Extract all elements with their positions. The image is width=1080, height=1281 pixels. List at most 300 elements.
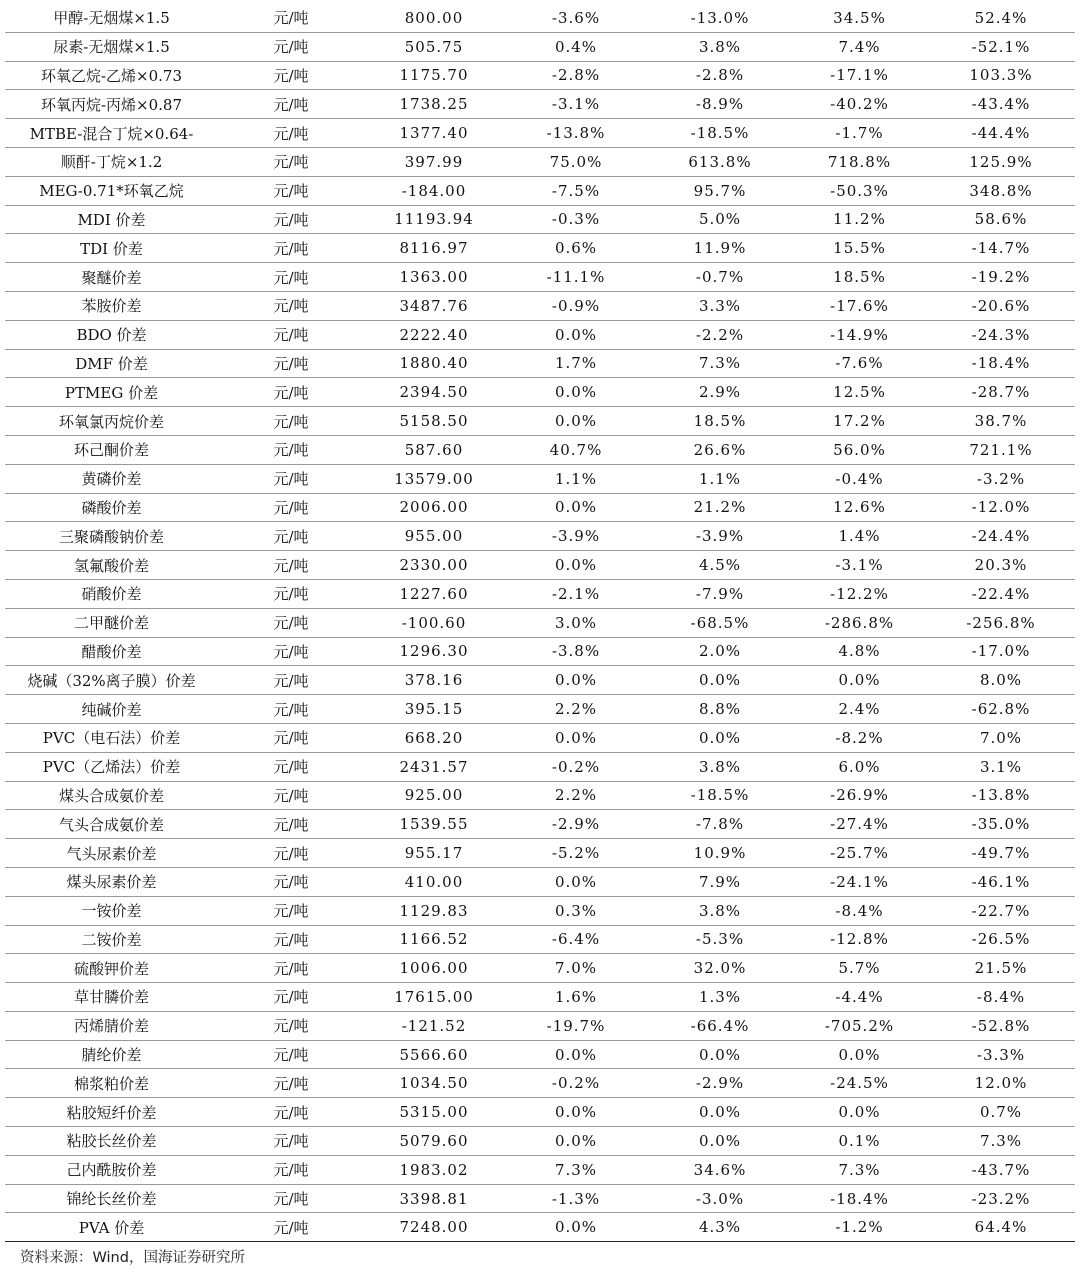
change-cell-4: -23.2% (927, 1184, 1075, 1213)
spread-name-cell: DMF 价差 (5, 349, 218, 378)
change-cell-3: 2.4% (792, 695, 927, 724)
change-cell-3: 0.0% (792, 1040, 927, 1069)
change-cell-4: -46.1% (927, 867, 1075, 896)
change-cell-4: -22.4% (927, 579, 1075, 608)
change-cell-4: -43.4% (927, 90, 1075, 119)
change-cell-3: -12.2% (792, 579, 927, 608)
weekly-change-cell: 1.6% (504, 983, 648, 1012)
value-cell: 505.75 (364, 32, 504, 61)
unit-cell: 元/吨 (218, 205, 364, 234)
unit-cell: 元/吨 (218, 723, 364, 752)
unit-cell: 元/吨 (218, 263, 364, 292)
spread-name-cell: 二铵价差 (5, 925, 218, 954)
table-row (5, 723, 1075, 752)
weekly-change-cell: 0.0% (504, 320, 648, 349)
weekly-change-cell: 7.3% (504, 1155, 648, 1184)
unit-cell: 元/吨 (218, 666, 364, 695)
value-cell: 1227.60 (364, 579, 504, 608)
unit-cell: 元/吨 (218, 1069, 364, 1098)
change-cell-4: -12.0% (927, 493, 1075, 522)
weekly-change-cell: 0.0% (504, 666, 648, 695)
change-cell-3: -12.8% (792, 925, 927, 954)
change-cell-3: -24.1% (792, 867, 927, 896)
monthly-change-cell: 0.0% (648, 723, 792, 752)
change-cell-3: 718.8% (792, 147, 927, 176)
table-row (5, 291, 1075, 320)
change-cell-4: 103.3% (927, 61, 1075, 90)
table-row (5, 464, 1075, 493)
spread-name-cell: 煤头合成氨价差 (5, 781, 218, 810)
table-row (5, 1155, 1075, 1184)
change-cell-3: -14.9% (792, 320, 927, 349)
change-cell-4: 0.7% (927, 1098, 1075, 1127)
weekly-change-cell: -3.9% (504, 522, 648, 551)
monthly-change-cell: -5.3% (648, 925, 792, 954)
change-cell-4: -26.5% (927, 925, 1075, 954)
spread-name-cell: 环氧乙烷-乙烯×0.73 (5, 61, 218, 90)
unit-cell: 元/吨 (218, 522, 364, 551)
weekly-change-cell: -3.1% (504, 90, 648, 119)
spread-name-cell: 三聚磷酸钠价差 (5, 522, 218, 551)
change-cell-3: -1.2% (792, 1213, 927, 1242)
monthly-change-cell: -2.8% (648, 61, 792, 90)
unit-cell: 元/吨 (273, 9, 309, 28)
spread-name-cell: BDO 价差 (5, 320, 218, 349)
spread-name-cell: 气头尿素价差 (5, 839, 218, 868)
monthly-change-cell: 5.0% (648, 205, 792, 234)
weekly-change-cell: 0.0% (504, 378, 648, 407)
monthly-change-cell: 7.3% (648, 349, 792, 378)
value-cell: 587.60 (364, 435, 504, 464)
change-cell-4: -62.8% (927, 695, 1075, 724)
monthly-change-cell: 0.0% (648, 1040, 792, 1069)
monthly-change-cell: 613.8% (648, 147, 792, 176)
table-row (5, 493, 1075, 522)
monthly-change-cell: 2.0% (648, 637, 792, 666)
change-cell-3: 5.7% (792, 954, 927, 983)
change-cell-4: -49.7% (927, 839, 1075, 868)
weekly-change-cell: -11.1% (504, 263, 648, 292)
weekly-change-cell: -6.4% (504, 925, 648, 954)
change-cell-4: -17.0% (927, 637, 1075, 666)
monthly-change-cell: 0.0% (648, 1098, 792, 1127)
change-cell-4: 12.0% (927, 1069, 1075, 1098)
change-cell-4: -24.4% (927, 522, 1075, 551)
weekly-change-cell: 0.0% (504, 551, 648, 580)
change-cell-3: -8.2% (792, 723, 927, 752)
spread-name-cell: 气头合成氨价差 (5, 810, 218, 839)
unit-cell: 元/吨 (218, 839, 364, 868)
spread-name-cell: 环氧丙烷-丙烯×0.87 (5, 90, 218, 119)
monthly-change-cell: 11.9% (648, 234, 792, 263)
monthly-change-cell: 21.2% (648, 493, 792, 522)
monthly-change-cell: -2.2% (648, 320, 792, 349)
value-cell: 2006.00 (364, 493, 504, 522)
change-cell-4: -14.7% (927, 234, 1075, 263)
spread-name-cell: MEG-0.71*环氧乙烷 (5, 176, 218, 205)
change-cell-3: -17.6% (792, 291, 927, 320)
value-cell: 3487.76 (364, 291, 504, 320)
unit-cell: 元/吨 (218, 1127, 364, 1156)
weekly-change-cell: 2.2% (504, 695, 648, 724)
unit-cell: 元/吨 (218, 579, 364, 608)
unit-cell: 元/吨 (218, 695, 364, 724)
weekly-change-cell: 0.0% (504, 1098, 648, 1127)
spread-name-cell: MDI 价差 (5, 205, 218, 234)
change-cell-4: -35.0% (927, 810, 1075, 839)
weekly-change-cell: -2.9% (504, 810, 648, 839)
weekly-change-cell: -2.1% (504, 579, 648, 608)
spread-name-cell: PVC（乙烯法）价差 (5, 752, 218, 781)
change-cell-4: 721.1% (927, 435, 1075, 464)
table-row (5, 1213, 1075, 1242)
spread-name-cell: 粘胶长丝价差 (5, 1127, 218, 1156)
value-cell: 1129.83 (364, 896, 504, 925)
weekly-change-cell: -5.2% (504, 839, 648, 868)
unit-cell: 元/吨 (218, 291, 364, 320)
unit-cell: 元/吨 (218, 1155, 364, 1184)
change-cell-3: -24.5% (792, 1069, 927, 1098)
change-cell-3: 17.2% (792, 407, 927, 436)
unit-cell: 元/吨 (218, 1011, 364, 1040)
unit-cell: 元/吨 (218, 810, 364, 839)
value-cell: 2431.57 (364, 752, 504, 781)
weekly-change-cell: -3.6% (551, 8, 601, 27)
spread-name-cell: 一铵价差 (5, 896, 218, 925)
value-cell: 1539.55 (364, 810, 504, 839)
table-row (5, 234, 1075, 263)
table-row (5, 551, 1075, 580)
change-cell-3: 0.0% (792, 666, 927, 695)
weekly-change-cell: -19.7% (504, 1011, 648, 1040)
value-cell: 5315.00 (364, 1098, 504, 1127)
change-cell-4: -44.4% (927, 119, 1075, 148)
value-cell: 1166.52 (364, 925, 504, 954)
change-cell-4: 64.4% (927, 1213, 1075, 1242)
change-cell-3: -1.7% (792, 119, 927, 148)
value-cell: 955.00 (364, 522, 504, 551)
value-cell: 1006.00 (364, 954, 504, 983)
change-cell-4: -28.7% (927, 378, 1075, 407)
unit-cell: 元/吨 (218, 752, 364, 781)
unit-cell: 元/吨 (218, 1184, 364, 1213)
weekly-change-cell: 0.0% (504, 493, 648, 522)
change-cell-3: -18.4% (792, 1184, 927, 1213)
monthly-change-cell: -68.5% (648, 608, 792, 637)
weekly-change-cell: 7.0% (504, 954, 648, 983)
table-row (5, 637, 1075, 666)
change-cell-4: 125.9% (927, 147, 1075, 176)
value-cell: 410.00 (364, 867, 504, 896)
monthly-change-cell: 26.6% (648, 435, 792, 464)
table-row (5, 867, 1075, 896)
weekly-change-cell: 0.0% (504, 407, 648, 436)
value-cell: 2330.00 (364, 551, 504, 580)
weekly-change-cell: -13.8% (504, 119, 648, 148)
spread-name-cell: 顺酐-丁烷×1.2 (5, 147, 218, 176)
change-cell-3: -3.1% (792, 551, 927, 580)
table-row (5, 263, 1075, 292)
value-cell: 1034.50 (364, 1069, 504, 1098)
table-row (5, 61, 1075, 90)
value-cell: 1363.00 (364, 263, 504, 292)
spread-name-cell: 醋酸价差 (5, 637, 218, 666)
table-row (5, 32, 1075, 61)
change-cell-3: 11.2% (792, 205, 927, 234)
spread-name-cell: 硝酸价差 (5, 579, 218, 608)
value-cell: 13579.00 (364, 464, 504, 493)
weekly-change-cell: 0.0% (504, 723, 648, 752)
weekly-change-cell: -7.5% (504, 176, 648, 205)
value-cell: 2394.50 (364, 378, 504, 407)
change-cell-4: -43.7% (927, 1155, 1075, 1184)
value-cell: 378.16 (364, 666, 504, 695)
unit-cell: 元/吨 (218, 320, 364, 349)
change-cell-4: -256.8% (927, 608, 1075, 637)
change-cell-3: -8.4% (792, 896, 927, 925)
weekly-change-cell: -0.2% (504, 1069, 648, 1098)
unit-cell: 元/吨 (218, 1040, 364, 1069)
change-cell-4: 58.6% (927, 205, 1075, 234)
unit-cell: 元/吨 (218, 407, 364, 436)
weekly-change-cell: -1.3% (504, 1184, 648, 1213)
table-row (5, 205, 1075, 234)
change-cell-3: -40.2% (792, 90, 927, 119)
weekly-change-cell: 0.6% (504, 234, 648, 263)
spread-name-cell: 硫酸钾价差 (5, 954, 218, 983)
unit-cell: 元/吨 (218, 867, 364, 896)
value-cell: 1983.02 (364, 1155, 504, 1184)
monthly-change-cell: 3.8% (648, 752, 792, 781)
unit-cell: 元/吨 (218, 983, 364, 1012)
price-spread-table (5, 4, 1075, 1242)
weekly-change-cell: 3.0% (504, 608, 648, 637)
spread-name-cell: 丙烯腈价差 (5, 1011, 218, 1040)
change-cell-4: -3.3% (927, 1040, 1075, 1069)
monthly-change-cell: 1.3% (648, 983, 792, 1012)
weekly-change-cell: 75.0% (504, 147, 648, 176)
value-cell: 668.20 (364, 723, 504, 752)
value-cell: 3398.81 (364, 1184, 504, 1213)
unit-cell: 元/吨 (218, 896, 364, 925)
weekly-change-cell: 1.1% (504, 464, 648, 493)
change-cell-4: -20.6% (927, 291, 1075, 320)
table-row (5, 1184, 1075, 1213)
unit-cell: 元/吨 (218, 234, 364, 263)
change-cell-3: 6.0% (792, 752, 927, 781)
spread-name-cell: 锦纶长丝价差 (5, 1184, 218, 1213)
change-cell-4: 38.7% (927, 407, 1075, 436)
value-cell: 800.00 (404, 8, 464, 27)
monthly-change-cell: 95.7% (648, 176, 792, 205)
value-cell: 955.17 (364, 839, 504, 868)
spread-name-cell: 甲醇-无烟煤×1.5 (53, 9, 170, 28)
table-row (5, 983, 1075, 1012)
spread-name-cell: 纯碱价差 (5, 695, 218, 724)
monthly-change-cell: 3.8% (648, 32, 792, 61)
change-cell-4: -52.8% (927, 1011, 1075, 1040)
monthly-change-cell: -18.5% (648, 781, 792, 810)
change-cell-4: -18.4% (927, 349, 1075, 378)
change-cell-4: 21.5% (927, 954, 1075, 983)
monthly-change-cell: 3.8% (648, 896, 792, 925)
value-cell: -121.52 (364, 1011, 504, 1040)
unit-cell: 元/吨 (218, 32, 364, 61)
table-row (5, 1011, 1075, 1040)
table-row (5, 522, 1075, 551)
spread-name-cell: 草甘膦价差 (5, 983, 218, 1012)
change-cell-3: -27.4% (792, 810, 927, 839)
change-cell-4: 8.0% (927, 666, 1075, 695)
table-row (5, 176, 1075, 205)
change-cell-3: -0.4% (792, 464, 927, 493)
table-row (5, 579, 1075, 608)
spread-name-cell: 磷酸价差 (5, 493, 218, 522)
change-cell-4: 7.0% (927, 723, 1075, 752)
unit-cell: 元/吨 (218, 925, 364, 954)
table-row (5, 1069, 1075, 1098)
change-cell-3: 56.0% (792, 435, 927, 464)
weekly-change-cell: -0.2% (504, 752, 648, 781)
change-cell-3: 34.5% (833, 8, 886, 27)
table-row (5, 1040, 1075, 1069)
monthly-change-cell: 0.0% (648, 666, 792, 695)
monthly-change-cell: -3.0% (648, 1184, 792, 1213)
unit-cell: 元/吨 (218, 90, 364, 119)
weekly-change-cell: 0.0% (504, 1040, 648, 1069)
weekly-change-cell: 0.4% (504, 32, 648, 61)
change-cell-4: -22.7% (927, 896, 1075, 925)
spread-name-cell: 烧碱（32%离子膜）价差 (5, 666, 218, 695)
change-cell-4: -8.4% (927, 983, 1075, 1012)
value-cell: -184.00 (364, 176, 504, 205)
table-row (5, 378, 1075, 407)
change-cell-4: 52.4% (974, 8, 1028, 27)
unit-cell: 元/吨 (218, 1213, 364, 1242)
value-cell: 11193.94 (364, 205, 504, 234)
unit-cell: 元/吨 (218, 378, 364, 407)
spread-name-cell: 棉浆粕价差 (5, 1069, 218, 1098)
table-row (5, 119, 1075, 148)
value-cell: 1880.40 (364, 349, 504, 378)
change-cell-3: 12.5% (792, 378, 927, 407)
value-cell: 5079.60 (364, 1127, 504, 1156)
weekly-change-cell: -0.3% (504, 205, 648, 234)
change-cell-3: -25.7% (792, 839, 927, 868)
unit-cell: 元/吨 (218, 176, 364, 205)
change-cell-4: -52.1% (927, 32, 1075, 61)
unit-cell: 元/吨 (218, 608, 364, 637)
unit-cell: 元/吨 (218, 1098, 364, 1127)
change-cell-3: -26.9% (792, 781, 927, 810)
monthly-change-cell: -8.9% (648, 90, 792, 119)
monthly-change-cell: 7.9% (648, 867, 792, 896)
change-cell-3: 4.8% (792, 637, 927, 666)
value-cell: 395.15 (364, 695, 504, 724)
change-cell-3: 7.3% (792, 1155, 927, 1184)
spread-name-cell: 环氧氯丙烷价差 (5, 407, 218, 436)
table-row (5, 666, 1075, 695)
change-cell-3: -17.1% (792, 61, 927, 90)
spread-table-container (5, 4, 1075, 1242)
spread-name-cell: 环己酮价差 (5, 435, 218, 464)
change-cell-4: 3.1% (927, 752, 1075, 781)
spread-name-cell: TDI 价差 (5, 234, 218, 263)
weekly-change-cell: 0.0% (504, 867, 648, 896)
value-cell: 7248.00 (364, 1213, 504, 1242)
weekly-change-cell: 1.7% (504, 349, 648, 378)
weekly-change-cell: 2.2% (504, 781, 648, 810)
weekly-change-cell: 40.7% (504, 435, 648, 464)
unit-cell: 元/吨 (218, 349, 364, 378)
spread-name-cell: PVA 价差 (5, 1213, 218, 1242)
value-cell: 397.99 (364, 147, 504, 176)
unit-cell: 元/吨 (218, 637, 364, 666)
monthly-change-cell: 8.8% (648, 695, 792, 724)
table-row (5, 954, 1075, 983)
change-cell-3: 15.5% (792, 234, 927, 263)
monthly-change-cell: 4.5% (648, 551, 792, 580)
table-row (5, 839, 1075, 868)
table-row (5, 4, 1075, 32)
weekly-change-cell: 0.0% (504, 1127, 648, 1156)
weekly-change-cell: -3.8% (504, 637, 648, 666)
change-cell-3: -4.4% (792, 983, 927, 1012)
spread-name-cell: PTMEG 价差 (5, 378, 218, 407)
table-row (5, 925, 1075, 954)
change-cell-3: 0.1% (792, 1127, 927, 1156)
monthly-change-cell: -7.8% (648, 810, 792, 839)
value-cell: 1738.25 (364, 90, 504, 119)
change-cell-4: -24.3% (927, 320, 1075, 349)
monthly-change-cell: -7.9% (648, 579, 792, 608)
spread-name-cell: PVC（电石法）价差 (5, 723, 218, 752)
unit-cell: 元/吨 (218, 954, 364, 983)
table-row (5, 781, 1075, 810)
spread-name-cell: 氢氟酸价差 (5, 551, 218, 580)
table-row (5, 90, 1075, 119)
spread-name-cell: 己内酰胺价差 (5, 1155, 218, 1184)
change-cell-3: -7.6% (792, 349, 927, 378)
spread-name-cell: 苯胺价差 (5, 291, 218, 320)
table-row (5, 407, 1075, 436)
value-cell: -100.60 (364, 608, 504, 637)
table-row (5, 896, 1075, 925)
monthly-change-cell: 2.9% (648, 378, 792, 407)
monthly-change-cell: -18.5% (648, 119, 792, 148)
weekly-change-cell: 0.3% (504, 896, 648, 925)
monthly-change-cell: 34.6% (648, 1155, 792, 1184)
unit-cell: 元/吨 (218, 551, 364, 580)
spread-name-cell: MTBE-混合丁烷×0.64- (5, 119, 218, 148)
table-row (5, 608, 1075, 637)
monthly-change-cell: -3.9% (648, 522, 792, 551)
value-cell: 8116.97 (364, 234, 504, 263)
weekly-change-cell: -0.9% (504, 291, 648, 320)
table-row (5, 752, 1075, 781)
value-cell: 1175.70 (364, 61, 504, 90)
change-cell-4: 20.3% (927, 551, 1075, 580)
table-row (5, 435, 1075, 464)
value-cell: 17615.00 (364, 983, 504, 1012)
change-cell-4: 7.3% (927, 1127, 1075, 1156)
change-cell-3: 0.0% (792, 1098, 927, 1127)
change-cell-3: 7.4% (792, 32, 927, 61)
monthly-change-cell: 32.0% (648, 954, 792, 983)
table-row (5, 810, 1075, 839)
table-row (5, 320, 1075, 349)
unit-cell: 元/吨 (218, 119, 364, 148)
